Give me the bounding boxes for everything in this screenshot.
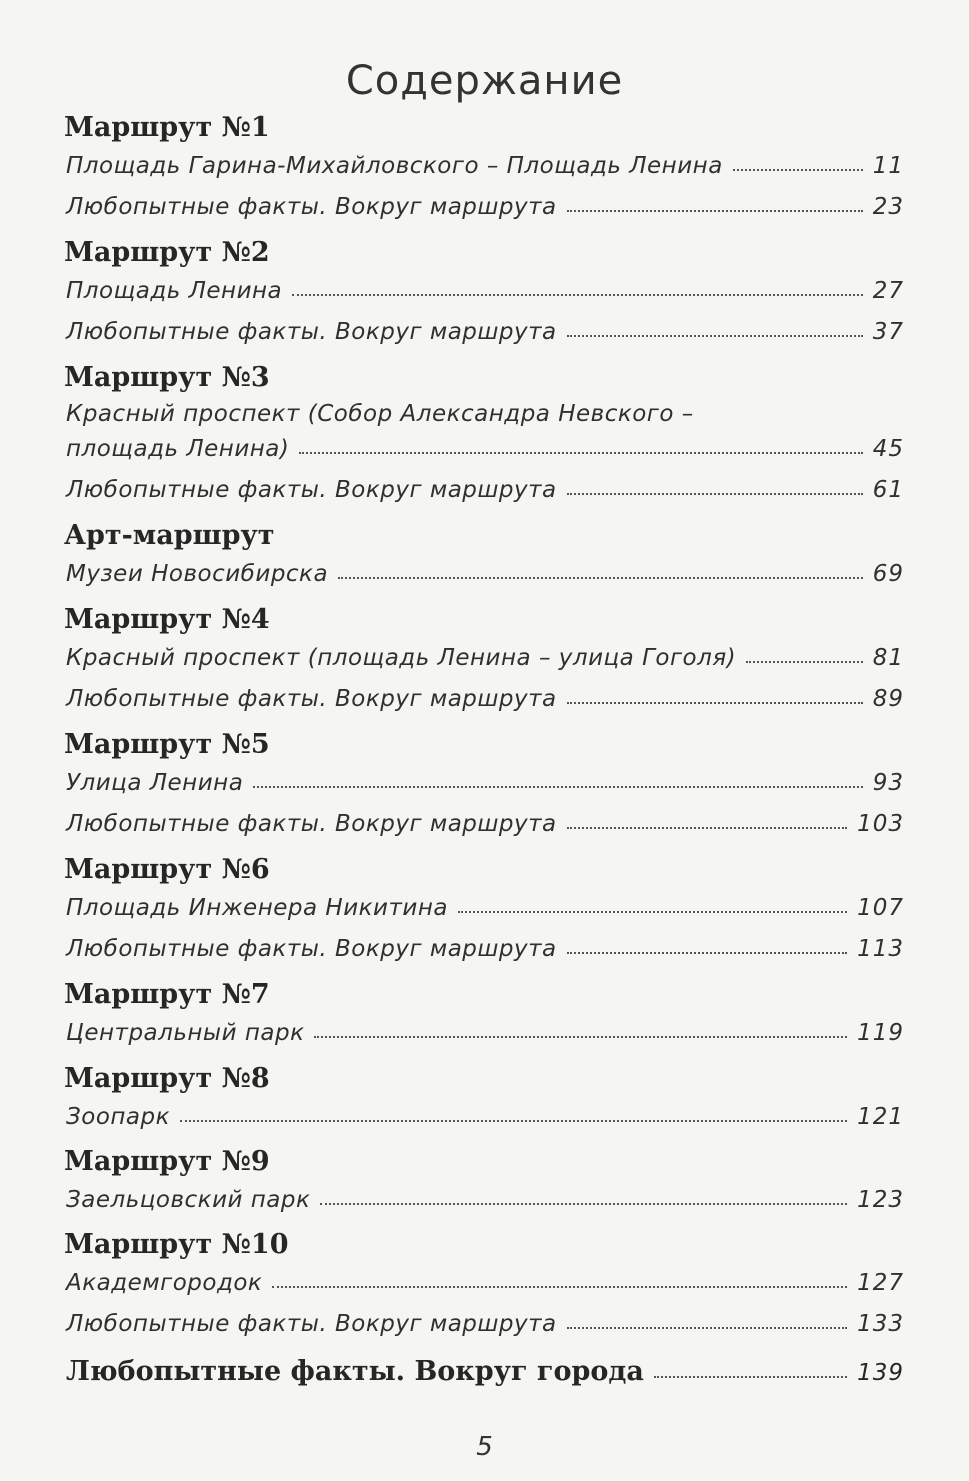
toc-entry[interactable] (66, 319, 904, 345)
entry-page: 23 (872, 194, 904, 220)
entry-label: Любопытные факты. Вокруг маршрута (66, 319, 557, 345)
entry-label: Любопытные факты. Вокруг маршрута (66, 1311, 557, 1337)
entry-label: Любопытные факты. Вокруг города (66, 1356, 644, 1387)
entry-label: Площадь Ленина (66, 278, 283, 304)
dot-leader (299, 452, 862, 454)
section-heading: Маршрут №10 (64, 1229, 289, 1260)
entry-label: Заельцовский парк (66, 1187, 311, 1213)
entry-label: Зоопарк (66, 1104, 171, 1130)
dot-leader (567, 952, 847, 954)
entry-page: 123 (857, 1187, 904, 1213)
dot-leader (567, 702, 863, 704)
entry-label: Музеи Новосибирска (66, 561, 329, 587)
dot-leader (567, 335, 863, 337)
toc-entry[interactable] (66, 686, 904, 712)
section-heading: Маршрут №9 (64, 1146, 270, 1177)
dot-leader (320, 1203, 847, 1205)
toc-entry[interactable] (66, 770, 904, 796)
dot-leader (338, 577, 863, 579)
dot-leader (458, 911, 847, 913)
entry-label: Любопытные факты. Вокруг маршрута (66, 936, 557, 962)
dot-leader (733, 169, 863, 171)
entry-page: 139 (857, 1360, 904, 1386)
section-heading: Маршрут №3 (64, 362, 270, 393)
section-heading: Маршрут №6 (64, 854, 270, 885)
entry-page: 81 (872, 645, 904, 671)
entry-page: 69 (872, 561, 904, 587)
toc-entry[interactable] (66, 1104, 904, 1130)
section-heading: Маршрут №1 (64, 112, 270, 143)
toc-entry[interactable] (66, 895, 904, 921)
entry-label: Любопытные факты. Вокруг маршрута (66, 194, 557, 220)
toc-entry[interactable] (66, 477, 904, 503)
entry-page: 113 (857, 936, 904, 962)
entry-page: 119 (857, 1020, 904, 1046)
toc-entry[interactable] (66, 936, 904, 962)
entry-label: Площадь Гарина-Михайловского – Площадь Ленина (66, 153, 723, 179)
toc-entry[interactable] (66, 561, 904, 587)
entry-page: 107 (857, 895, 904, 921)
entry-label: площадь Ленина) (66, 436, 290, 462)
entry-page: 133 (857, 1311, 904, 1337)
entry-label: Любопытные факты. Вокруг маршрута (66, 811, 557, 837)
entry-page: 89 (872, 686, 904, 712)
entry-page: 37 (872, 319, 904, 345)
dot-leader (654, 1376, 847, 1378)
toc-entry[interactable] (66, 1020, 904, 1046)
toc-entry[interactable] (66, 1187, 904, 1213)
toc-entry-line1[interactable]: Красный проспект (Собор Александра Невского – (66, 401, 694, 427)
entry-label: Красный проспект (площадь Ленина – улица Гоголя) (66, 645, 737, 671)
toc-entry[interactable] (66, 645, 904, 671)
entry-page: 93 (872, 770, 904, 796)
dot-leader (567, 493, 863, 495)
section-heading: Арт-маршрут (64, 520, 275, 551)
page-title: Содержание (345, 58, 624, 104)
entry-page: 127 (857, 1270, 904, 1296)
page-number: 5 (476, 1432, 493, 1462)
dot-leader (567, 1327, 847, 1329)
toc-entry[interactable] (66, 153, 904, 179)
entry-page: 61 (872, 477, 904, 503)
entry-page: 121 (857, 1104, 904, 1130)
entry-page: 11 (872, 153, 904, 179)
entry-label: Улица Ленина (66, 770, 244, 796)
toc-entry-final[interactable] (66, 1356, 904, 1387)
dot-leader (746, 661, 863, 663)
entry-label: Площадь Инженера Никитина (66, 895, 448, 921)
section-heading: Маршрут №5 (64, 729, 270, 760)
toc-entry[interactable] (66, 1270, 904, 1296)
section-heading: Маршрут №7 (64, 979, 270, 1010)
toc-entry[interactable] (66, 278, 904, 304)
entry-label: Любопытные факты. Вокруг маршрута (66, 686, 557, 712)
dot-leader (272, 1286, 847, 1288)
section-heading: Маршрут №8 (64, 1063, 270, 1094)
entry-page: 45 (872, 436, 904, 462)
entry-label: Академгородок (66, 1270, 263, 1296)
entry-label: Любопытные факты. Вокруг маршрута (66, 477, 557, 503)
toc-entry[interactable] (66, 811, 904, 837)
entry-page: 27 (872, 278, 904, 304)
entry-label: Центральный парк (66, 1020, 305, 1046)
toc-entry[interactable] (66, 1311, 904, 1337)
toc-entry[interactable] (66, 436, 904, 462)
dot-leader (567, 827, 847, 829)
dot-leader (180, 1120, 847, 1122)
dot-leader (292, 294, 863, 296)
section-heading: Маршрут №4 (64, 604, 270, 635)
dot-leader (253, 786, 862, 788)
dot-leader (314, 1036, 847, 1038)
dot-leader (567, 210, 863, 212)
entry-page: 103 (857, 811, 904, 837)
section-heading: Маршрут №2 (64, 237, 270, 268)
toc-entry[interactable] (66, 194, 904, 220)
